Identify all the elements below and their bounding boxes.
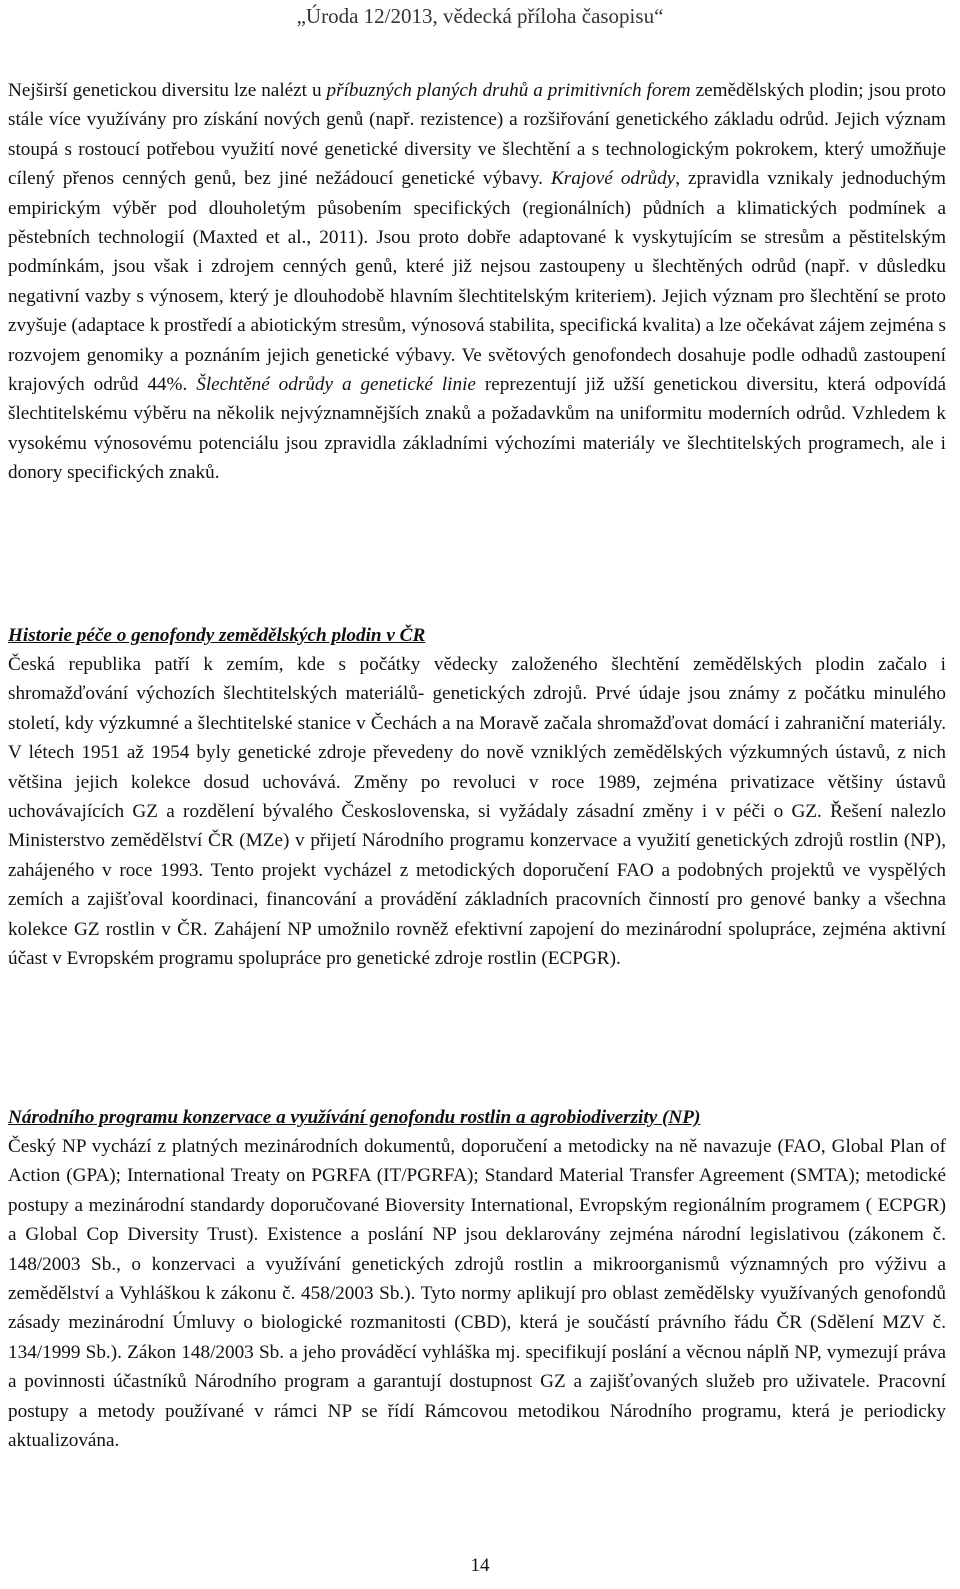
emphasis-bred-varieties: Šlechtěné odrůdy a genetické linie bbox=[196, 374, 476, 396]
page-number: 14 bbox=[470, 1555, 490, 1576]
paragraph-national-programme: Český NP vychází z platných mezinárodních dokumentů, doporučení a metodicky na ně navazuje (FAO, Global Plan of Action (GPA); International Treaty on PGRFA (IT/PGRFA); Standard Material Transfer Agreement (SMTA); metodické postupy a mezinárodní standardy doporučované Bioversity International, Evropským regionálním programem ( ECPGR) a Global Cop Diversity Trust). Existence a poslání NP jsou deklarovány zejména národní legislativou (zákonem č. 148/2003 Sb., o konzervaci a využívání genetických zdrojů rostlin a mikroorganismů významných pro výživu a zemědělství a Vyhláškou k zákonu č. 458/2003 Sb.). Tyto normy aplikují pro oblast zemědělsky využívaných genofondů zásady mezinárodní Úmluvy o biologické rozmanitosti (CBD), která je součástí právního řádu ČR (Sdělení MZV č. 134/1999 Sb.). Zákon 148/2003 Sb. a jeho prováděcí vyhláška mj. specifikují poslání a věcnou náplň NP, vymezují práva a povinnosti účastníků Národního program a garantují dostupnost GZ a zajišťovaných služeb pro uživatele. Pracovní postupy a metody používané v rámci NP se řídí Rámcovou metodikou Národního programu, která je periodicky aktualizována. bbox=[8, 1136, 946, 1452]
text-segment: zemědělských plodin; jsou proto stále více využívány pro získání nových genů (např. rezistence) a rozšiřování genetického základu odrůd. Jejich význam stoupá s rostoucí potřebou využití nové genetické diversity ve šlechtění a s technologickým pokrokem, který umožňuje cílený přenos cenných genů, bez jiné nežádoucí genetické výbavy. bbox=[8, 80, 946, 190]
text-segment: , zpravidla vznikaly jednoduchým empirickým výběr pod dlouholetým působením specifických (regionálních) půdních a klimatických podmínek a pěstebních technologií (Maxted et al., 2011). Jsou proto dobře adaptované k vyskytujícím se stresům a pěstitelským podmínkám, jsou však i zdrojem cenných genů, které již nejsou zastoupeny u šlechtěných odrůd (např. v důsledku negativní vazby s výnosem, který je dlouhodobě hlavním šlechtitelským kriteriem). Jejich význam pro šlechtění se proto zvyšuje (adaptace k prostředí a abiotickým stresům, výnosová stabilita, specifická kvalita) a lze očekávat zájem zejména s rozvojem genomiky a poznáním jejich genetické výbavy. Ve světových genofondech dosahuje podle odhadů zastoupení krajových odrůd 44%. bbox=[8, 168, 946, 396]
emphasis-landraces: Krajové odrůdy bbox=[551, 168, 676, 190]
text-segment: reprezentují již užší genetickou diversitu, která odpovídá šlechtitelskému výběru na několik nejvýznamnějších znaků a požadavkům na uniformitu moderních odrůd. Vzhledem k vysokému výnosovému potenciálu jsou zpravidla základními výchozími materiály ve šlechtitelských programech, ale i donory specifických znaků. bbox=[8, 374, 946, 484]
running-header: „Úroda 12/2013, vědecká příloha časopisu“ bbox=[296, 4, 664, 28]
paragraph-genetic-diversity bbox=[8, 76, 946, 488]
emphasis-wild-relatives: příbuzných planých druhů a primitivních forem bbox=[326, 80, 691, 101]
paragraph-history: Česká republika patří k zemím, kde s počátky vědecky založeného šlechtění zemědělských plodin začalo i shromažďování výchozích šlechtitelských materiálů- genetických zdrojů. Prvé údaje jsou známy z počátku minulého století, kdy výzkumné a šlechtitelské stanice v Čechách a na Moravě začala shromažďovat domácí i zahraniční materiály. V létech 1951 až 1954 byly genetické zdroje převedeny do nově vzniklých zemědělských výzkumných ústavů, z nich většina jejich kolekce dosud uchovává. Změny po revoluci v roce 1989, zejména privatizace většiny ústavů uchovávajících GZ a rozdělení bývalého Československa, si vyžádaly zásadní změny i v péči o GZ. Řešení nalezlo Ministerstvo zemědělství ČR (MZe) v přijetí Národního programu konzervace a využití genetických zdrojů rostlin (NP), zahájeného v roce 1993. Tento projekt vycházel z metodických doporučení FAO a podobných projektů ve vyspělých zemích a zajišťoval koordinaci, financování a provádění základních pracovních činností pro genové banky a všechna kolekce GZ rostlin v ČR. Zahájení NP umožnilo rovněž efektivní zapojení do mezinárodní spolupráce, zejména aktivní účast v Evropském programu spolupráce pro genetické zdroje rostlin (ECPGR). bbox=[8, 654, 946, 970]
section-heading-national-programme: Národního programu konzervace a využívání genofondu rostlin a agrobiodiverzity (NP) bbox=[8, 1107, 701, 1128]
section-heading-history: Historie péče o genofondy zemědělských plodin v ČR bbox=[8, 625, 426, 646]
text-segment: Nejširší genetickou diversitu lze nalézt u bbox=[8, 80, 327, 101]
